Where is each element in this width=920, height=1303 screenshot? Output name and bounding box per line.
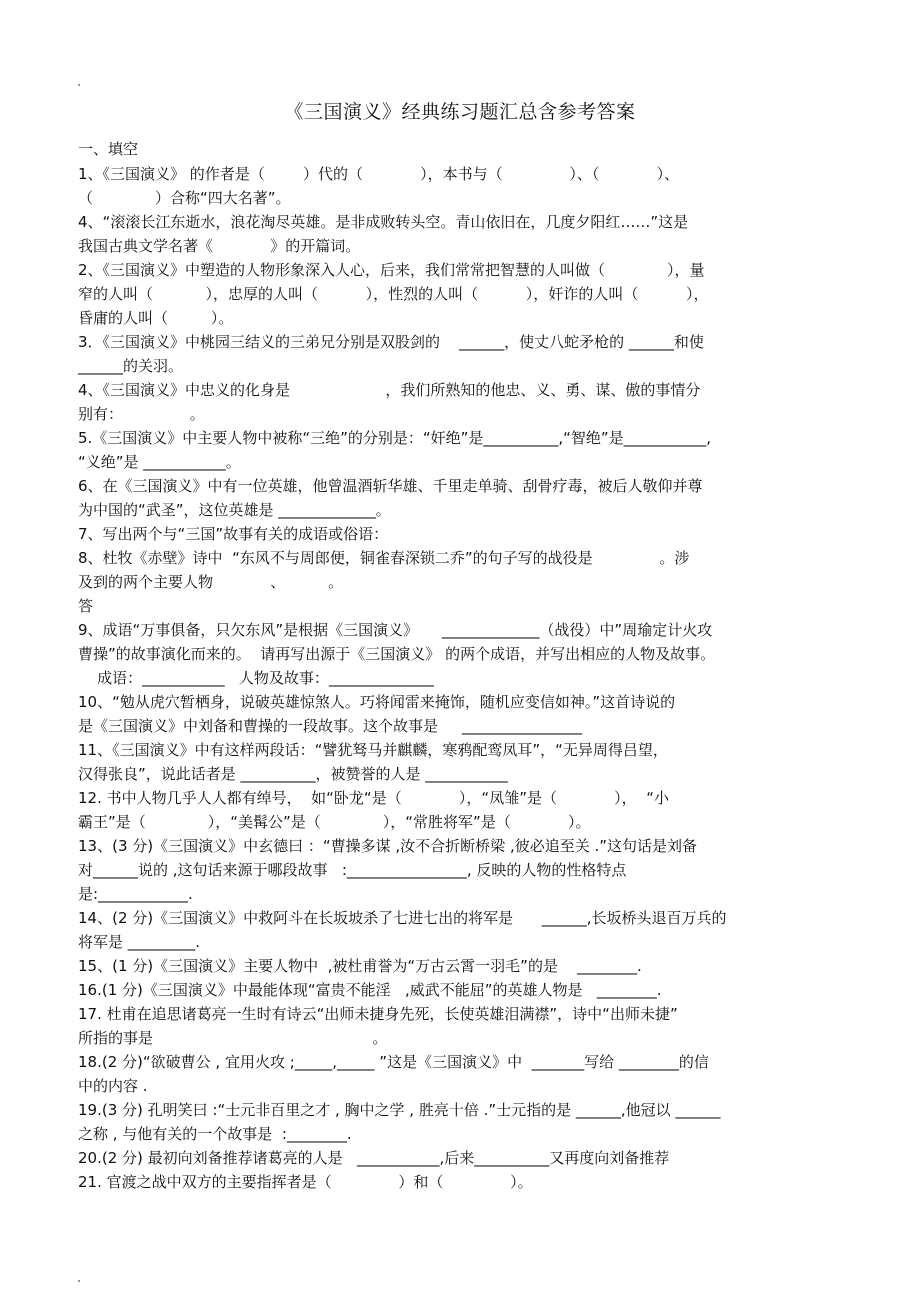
question-line: 13、(3 分)《三国演义》中玄德曰 ：“曹操多谋 ,汝不合折断桥梁 ,彼必追至关 .”这句话是刘备 <box>78 837 698 855</box>
question-line: 答 <box>78 597 94 615</box>
page-title: 《三国演义》经典练习题汇总含参考答案 <box>284 101 636 123</box>
question-line: 3．《三国演义》中桃园三结义的三弟兄分别是双股剑的 ______，使丈八蛇矛枪的 ______和使 <box>78 333 704 351</box>
question-line: 4、《三国演义》中忠义的化身是 ，我们所熟知的他忠、义、勇、谋、傲的事情分 <box>78 381 701 399</box>
question-line: 别有： 。 <box>78 405 205 423</box>
corner-mark-top <box>78 84 80 86</box>
question-line: “义绝”是 ___________。 <box>78 453 241 471</box>
question-line: 14、(2 分)《三国演义》中救阿斗在长坂坡杀了七进七出的将军是 ______,长坂桥头退百万兵的 <box>78 909 727 927</box>
question-line: 对______说的 ,这句话来源于哪段故事 :________________, 反映的人物的性格特点 <box>78 861 627 879</box>
question-line: 霸王”是（ ），“美髯公”是（ ），“常胜将军”是（ ）。 <box>78 813 591 831</box>
question-line: 我国古典文学名著《 》的开篇词。 <box>78 237 361 255</box>
question-line: 4、“滚滚长江东逝水，浪花淘尽英雄。是非成败转头空。青山依旧在，几度夕阳红……”这是 <box>78 213 689 231</box>
question-line: 为中国的“武圣”，这位英雄是 _____________。 <box>78 501 391 519</box>
question-line: 1、《三国演义》 的作者是（ ）代的（ ），本书与（ ）、（ ）、 <box>78 165 680 183</box>
question-line: 10、“勉从虎穴暂栖身，说破英雄惊煞人。巧将闻雷来掩饰，随机应变信如神。”这首诗说的 <box>78 693 676 711</box>
question-line: 7、写出两个与“三国”故事有关的成语或俗语： <box>78 525 389 543</box>
question-line: 所指的事是 。 <box>78 1029 388 1047</box>
question-line: 将军是 _________. <box>78 933 201 951</box>
question-line: 17. 杜甫在追思诸葛亮一生时有诗云“出师未捷身先死，长使英雄泪满襟”，诗中“出师未捷” <box>78 1005 678 1023</box>
question-line: 窄的人叫（ ），忠厚的人叫（ ），性烈的人叫（ ），奸诈的人叫（ ）， <box>78 285 709 303</box>
question-line: 8、杜牧《赤壁》诗中 “东风不与周郎便，铜雀春深锁二乔”的句子写的战役是 。涉 <box>78 549 690 567</box>
question-line: 汉得张良”，说此话者是 __________，被赞誉的人是 ___________ <box>78 765 508 783</box>
question-line: 19.(3 分) 孔明笑曰 :“士元非百里之才 , 胸中之学 , 胜亮十倍 .”士元指的是 ______,他冠以 ______ <box>78 1101 721 1119</box>
question-line: 21. 官渡之战中双方的主要指挥者是（ ）和（ ）。 <box>78 1173 533 1191</box>
question-line: 成语：___________ 人物及故事：______________ <box>78 669 434 687</box>
question-line: 12. 书中人物几乎人人都有绰号， 如“卧龙“是（ ），“凤雏”是（ ）， “小 <box>78 789 669 807</box>
question-line: 是《三国演义》中刘备和曹操的一段故事。这个故事是 ________________ <box>78 717 582 735</box>
question-line: 11、《三国演义》中有这样两段话：“譬犹驽马并麒麟，寒鸦配鸾凤耳”，“无异周得吕望， <box>78 741 668 759</box>
question-line: 一、填空 <box>78 140 139 158</box>
question-line: ______的关羽。 <box>78 357 184 375</box>
question-line: 及到的两个主要人物 、 。 <box>78 573 344 591</box>
question-line: 16.(1 分)《三国演义》中最能体现“富贵不能淫 ,威武不能屈”的英雄人物是 ________. <box>78 981 662 999</box>
question-line: 5.《三国演义》中主要人物中被称“三绝”的分别是：“奸绝”是__________,“智绝”是___________, <box>78 429 711 447</box>
corner-mark-bottom <box>78 1280 80 1282</box>
question-line: 18.(2 分)“欲破曹公 , 宜用火攻 ;_____,_____ ”这是《三国演义》中 _______写给 ________的信 <box>78 1053 709 1071</box>
question-line: （ ）合称“四大名著”。 <box>78 189 291 207</box>
question-line: 9、成语“万事俱备，只欠东风”是根据《三国演义》 _____________（战役）中”周瑜定计火攻 <box>78 621 713 639</box>
question-line: 是:____________. <box>78 885 193 903</box>
question-line: 2、《三国演义》中塑造的人物形象深入人心，后来，我们常常把智慧的人叫做（ ），量 <box>78 261 705 279</box>
question-line: 15、(1 分)《三国演义》主要人物中 ,被杜甫誉为“万古云霄一羽毛”的是 ________. <box>78 957 642 975</box>
question-line: 中的内容 . <box>78 1077 148 1095</box>
question-line: 曹操”的故事演化而来的。 请再写出源于《三国演义》 的两个成语，并写出相应的人物及故事。 <box>78 645 716 663</box>
question-line: 之称 , 与他有关的一个故事是 :________. <box>78 1125 352 1143</box>
question-line: 昏庸的人叫（ ）。 <box>78 309 234 327</box>
question-line: 6、在《三国演义》中有一位英雄，他曾温酒斩华雄、千里走单骑、刮骨疗毒，被后人敬仰并尊 <box>78 477 703 495</box>
question-line: 20.(2 分) 最初向刘备推荐诸葛亮的人是 ___________,后来__________又再度向刘备推荐 <box>78 1149 670 1167</box>
